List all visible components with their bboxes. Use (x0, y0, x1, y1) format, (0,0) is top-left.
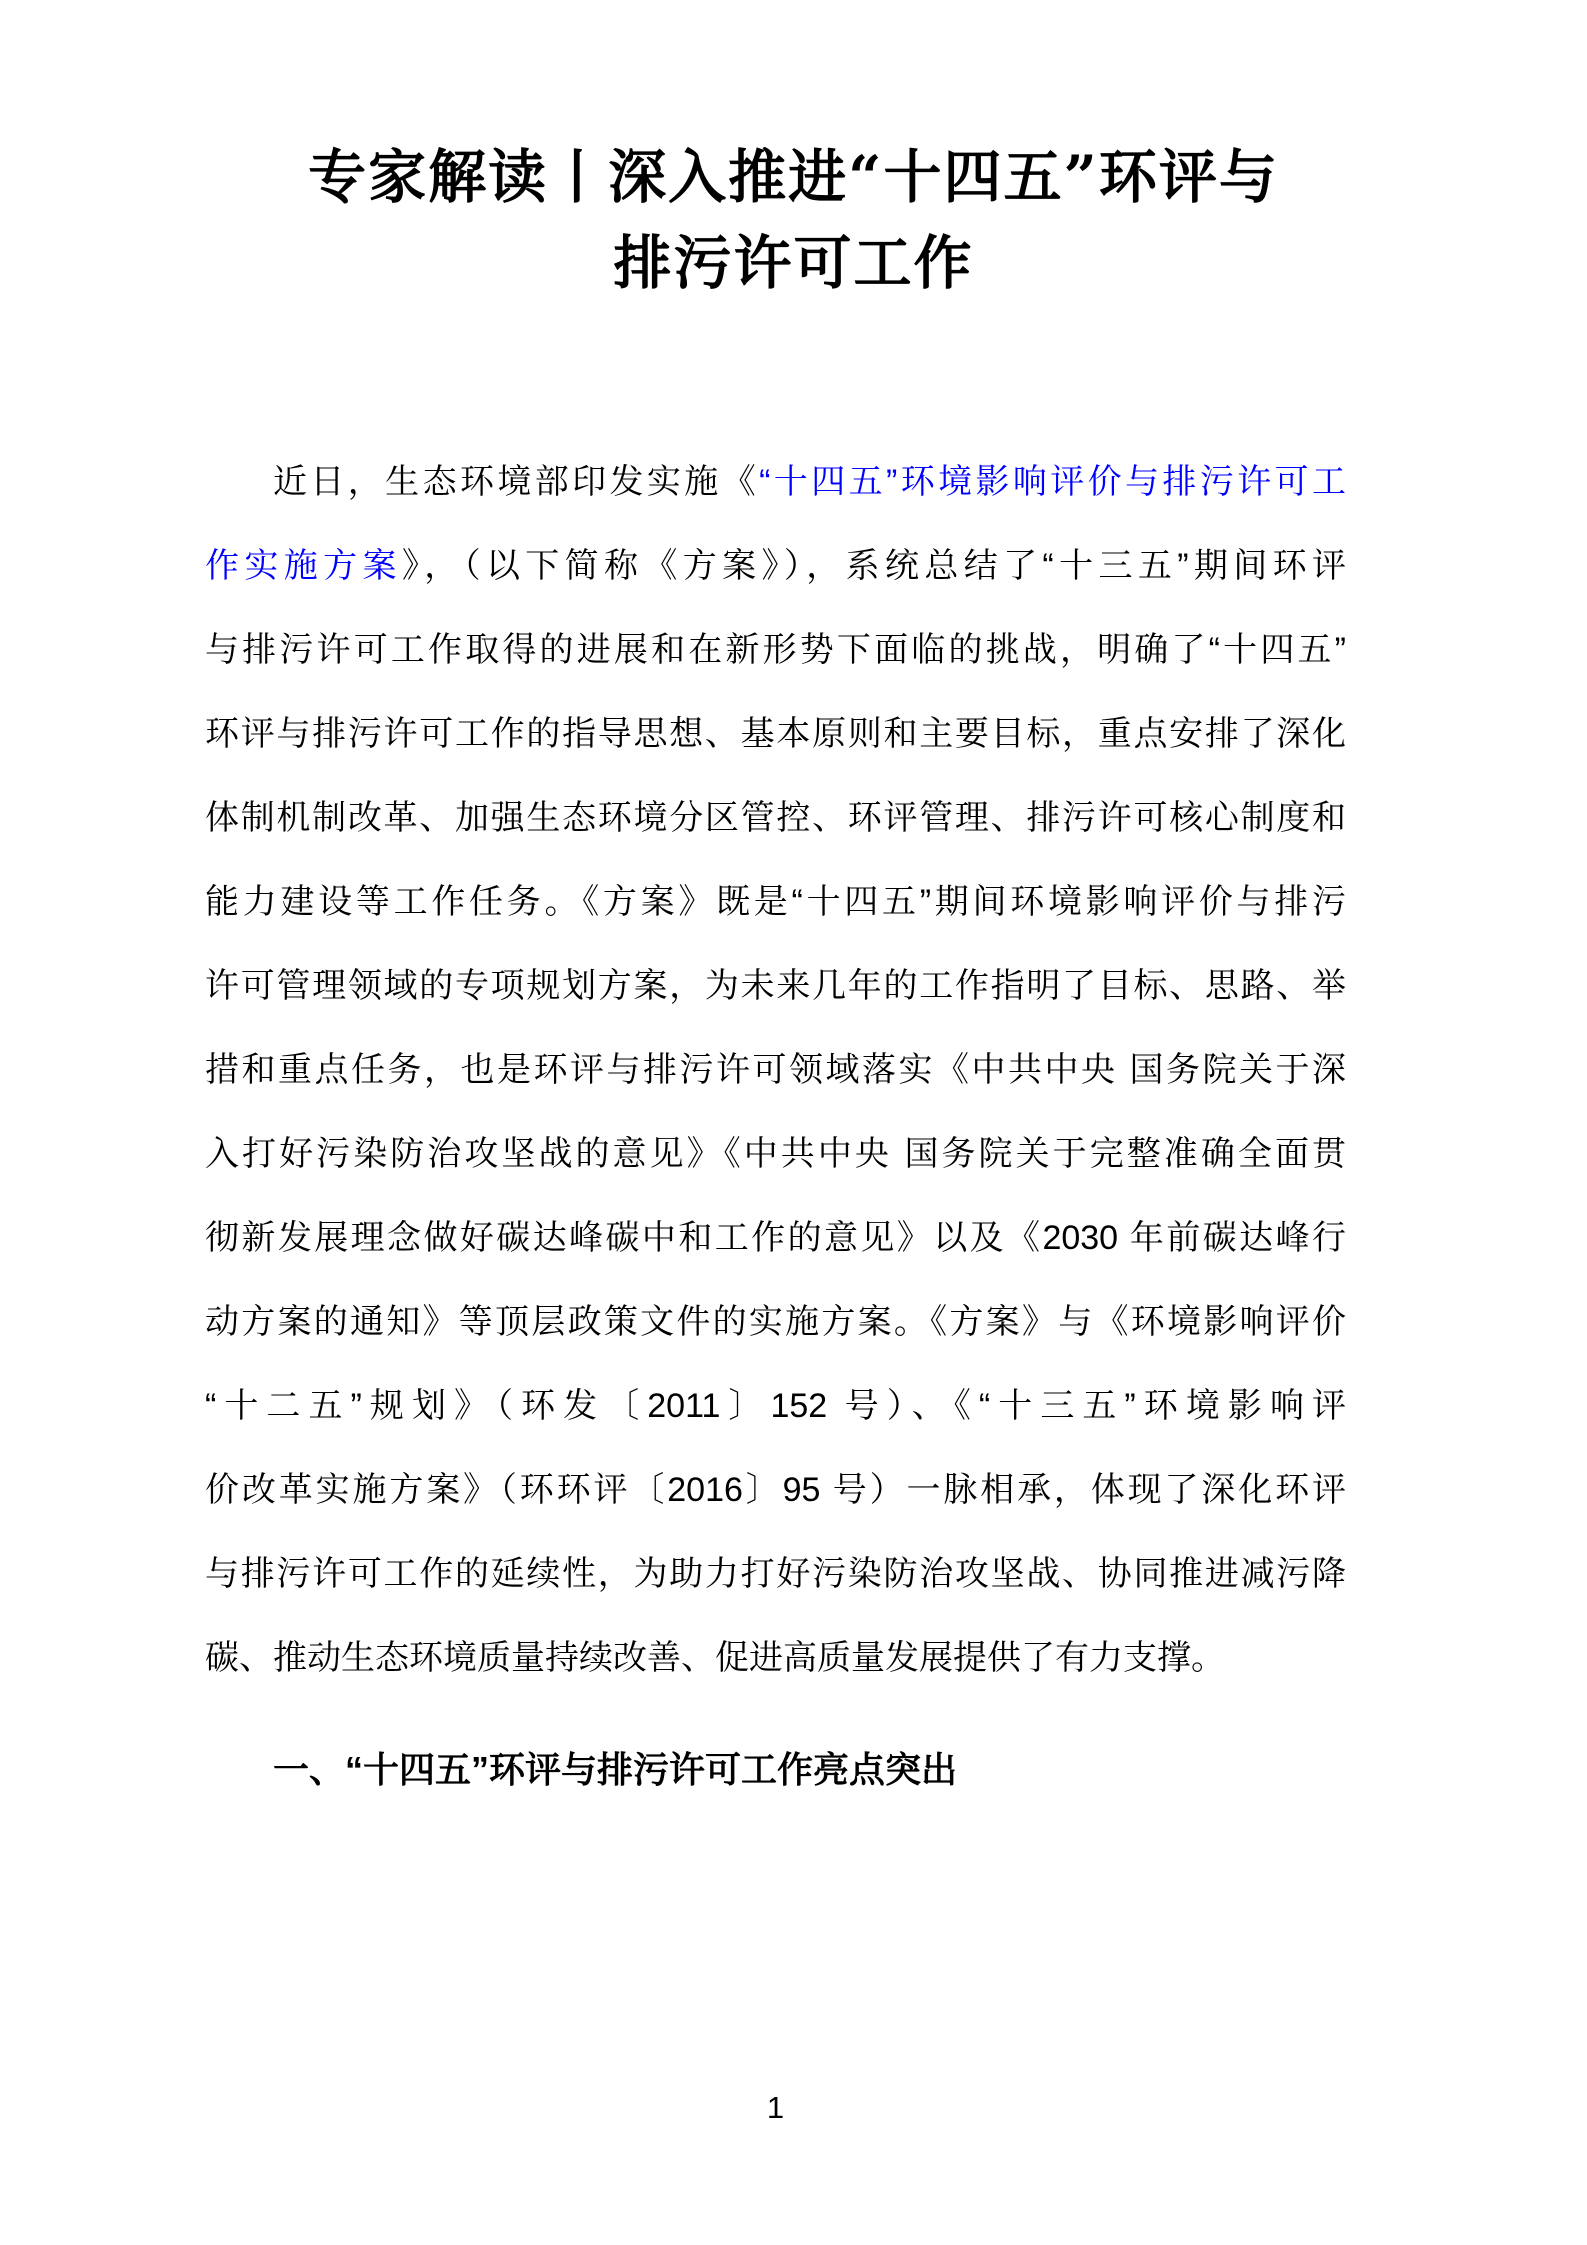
text-segment: 》，（以下简称《方案》），系统总结了“十三五”期间环评 (401, 547, 1347, 585)
paragraph-line (205, 608, 1346, 692)
paragraph-line (205, 1196, 1346, 1280)
document-title (0, 134, 1587, 306)
text-segment: 入打好污染防治攻坚战的意见》《中共中央 国务院关于完整准确全面贯 (205, 1135, 1346, 1173)
document-hyperlink[interactable]: 作实施方案 (205, 547, 402, 585)
paragraph-line (205, 692, 1346, 776)
text-segment: 许可管理领域的专项规划方案，为未来几年的工作指明了目标、思路、举 (205, 967, 1346, 1005)
paragraph-line (205, 1028, 1346, 1112)
paragraph-line (205, 1448, 1346, 1532)
paragraph-line (205, 1280, 1346, 1364)
paragraph-line (205, 1532, 1346, 1616)
paragraph-line (205, 860, 1346, 944)
paragraph-line (205, 1112, 1346, 1196)
paragraph-line (205, 524, 1346, 608)
text-segment: “十二五”规划》（环发〔2011〕152 号）、《“十三五”环境影响评 (205, 1387, 1346, 1425)
text-segment: 彻新发展理念做好碳达峰碳中和工作的意见》以及《2030 年前碳达峰行 (205, 1219, 1346, 1257)
page-number: 1 (766, 2090, 785, 2125)
text-segment: 与排污许可工作取得的进展和在新形势下面临的挑战，明确了“十四五” (205, 631, 1346, 669)
text-segment: 动方案的通知》等顶层政策文件的实施方案。《方案》与《环境影响评价 (205, 1303, 1346, 1341)
text-segment: 环评与排污许可工作的指导思想、基本原则和主要目标，重点安排了深化 (205, 715, 1346, 753)
document-hyperlink[interactable]: “十四五”环境影响评价与排污许可工 (759, 463, 1346, 501)
title-line-1: 专家解读丨深入推进“十四五”环评与 (308, 143, 1279, 211)
paragraph-line (205, 440, 1346, 524)
section-heading: 一、“十四五”环评与排污许可工作亮点突出 (273, 1749, 958, 1790)
text-segment: 能力建设等工作任务。《方案》既是“十四五”期间环境影响评价与排污 (205, 883, 1346, 921)
text-segment: 体制机制改革、加强生态环境分区管控、环评管理、排污许可核心制度和 (205, 799, 1346, 837)
paragraph-line (205, 1616, 1346, 1700)
title-line-2: 排污许可工作 (613, 229, 974, 297)
text-segment: 与排污许可工作的延续性，为助力打好污染防治攻坚战、协同推进减污降 (205, 1555, 1346, 1593)
body-paragraph (205, 440, 1346, 1700)
paragraph-line (205, 944, 1346, 1028)
text-segment: 近日，生态环境部印发实施《 (273, 463, 760, 501)
paragraph-line (205, 776, 1346, 860)
text-segment: 价改革实施方案》（环环评〔2016〕95 号）一脉相承，体现了深化环评 (205, 1471, 1346, 1509)
paragraph-line (205, 1364, 1346, 1448)
text-segment: 碳、推动生态环境质量持续改善、促进高质量发展提供了有力支撑。 (205, 1639, 1225, 1677)
text-segment: 措和重点任务，也是环评与排污许可领域落实《中共中央 国务院关于深 (205, 1051, 1346, 1089)
